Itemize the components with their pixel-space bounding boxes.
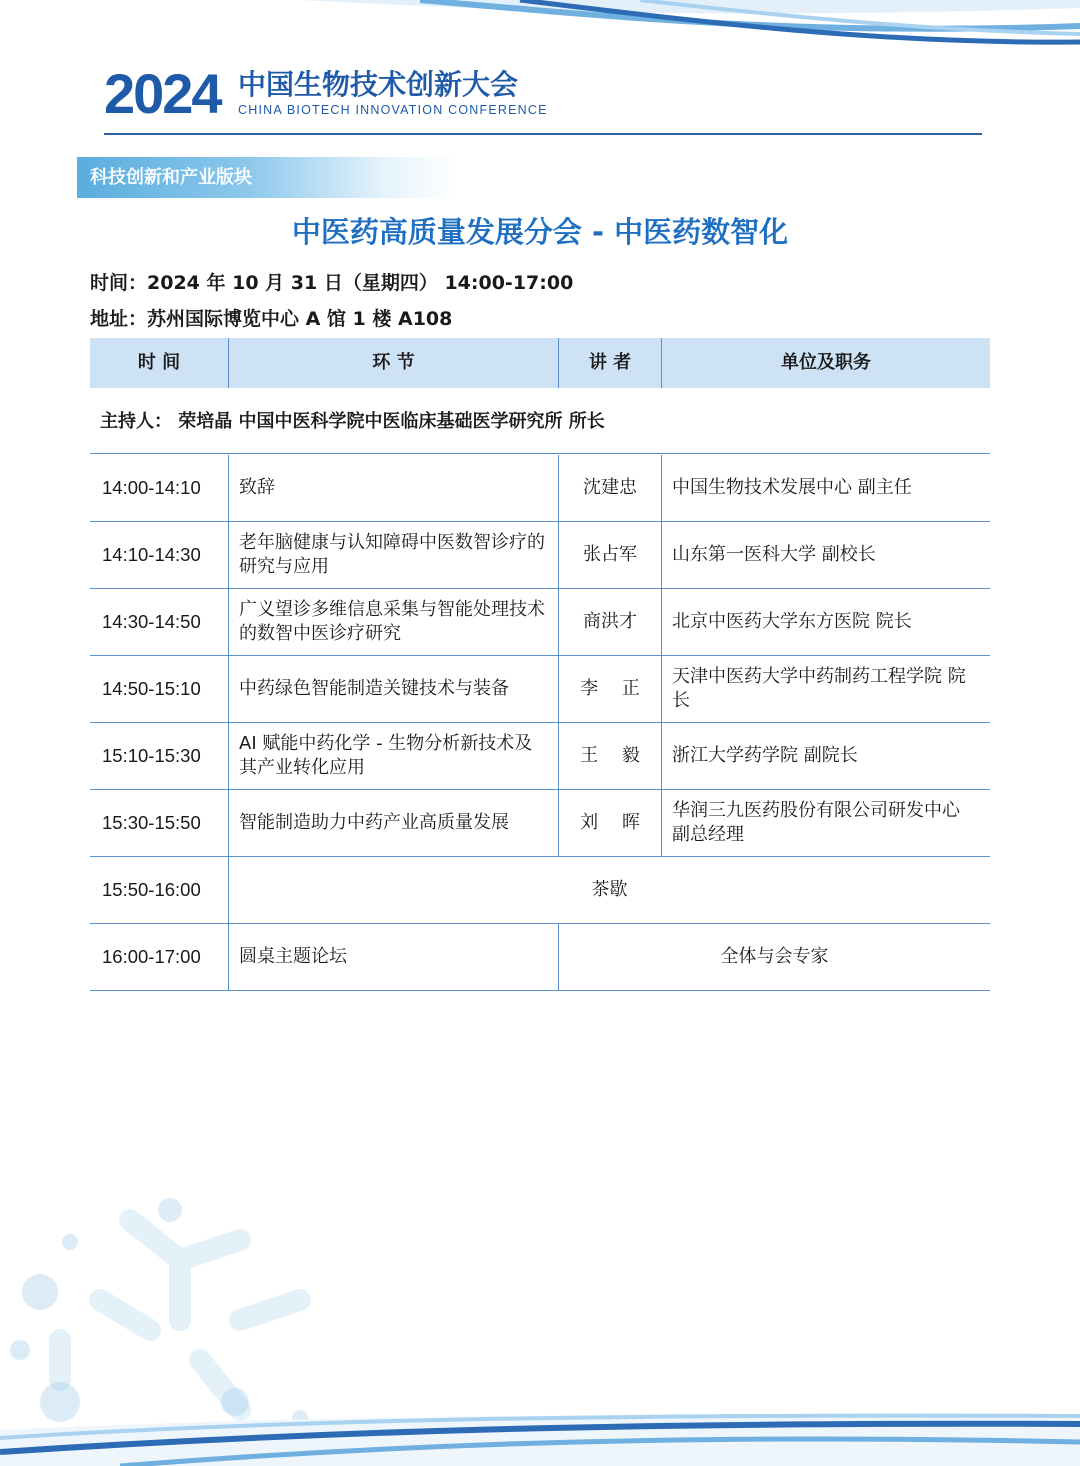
row-topic: AI 赋能中药化学 - 生物分析新技术及其产业转化应用 [229, 723, 559, 789]
table-row [90, 589, 990, 656]
row-topic: 智能制造助力中药产业高质量发展 [229, 790, 559, 856]
bottom-molecule-decoration [0, 1180, 1080, 1466]
header-divider [104, 133, 982, 135]
row-org: 天津中医药大学中药制药工程学院 院长 [672, 666, 966, 711]
header-time: 时 间 [90, 338, 229, 388]
table-row [90, 656, 990, 723]
row-speaker: 全体与会专家 [720, 946, 829, 967]
row-time: 14:00-14:10 [90, 455, 229, 521]
logo-year: 2024 [104, 62, 221, 125]
row-topic: 广义望诊多维信息采集与智能处理技术的数智中医诊疗研究 [229, 589, 559, 655]
logo-name-en: CHINA BIOTECH INNOVATION CONFERENCE [238, 103, 548, 117]
forum-row [90, 924, 990, 991]
row-org: 华润三九医药股份有限公司研发中心 副总经理 [672, 800, 960, 845]
agenda-table-header [90, 338, 990, 388]
table-row [90, 455, 990, 522]
row-time: 14:10-14:30 [90, 522, 229, 588]
row-topic: 致辞 [229, 455, 559, 521]
host-text: 主持人： 荣培晶 中国中医科学院中医临床基础医学研究所 所长 [100, 411, 605, 432]
row-org: 山东第一医科大学 副校长 [672, 544, 876, 565]
row-speaker: 沈建忠 [559, 455, 662, 521]
row-topic: 老年脑健康与认知障碍中医数智诊疗的研究与应用 [229, 522, 559, 588]
section-band [77, 157, 457, 198]
row-speaker: 李 正 [559, 656, 662, 722]
top-wave-decoration [0, 0, 1080, 60]
header-topic: 环 节 [229, 338, 559, 388]
table-row [90, 723, 990, 790]
header-org: 单位及职务 [781, 352, 871, 373]
session-address: 地址：苏州国际博览中心 A 馆 1 楼 A108 [90, 308, 453, 330]
row-speaker: 张占军 [559, 522, 662, 588]
row-time: 14:50-15:10 [90, 656, 229, 722]
table-row [90, 522, 990, 589]
row-org: 浙江大学药学院 副院长 [672, 745, 858, 766]
header-speaker: 讲 者 [559, 338, 662, 388]
row-time: 15:50-16:00 [90, 857, 229, 923]
session-time: 时间：2024 年 10 月 31 日（星期四） 14:00-17:00 [90, 272, 574, 294]
agenda-rows [90, 455, 990, 991]
row-time: 15:30-15:50 [90, 790, 229, 856]
session-title: 中医药高质量发展分会 - 中医药数智化 [291, 215, 789, 249]
break-row [90, 857, 990, 924]
row-speaker: 商洪才 [559, 589, 662, 655]
table-row [90, 790, 990, 857]
row-time: 16:00-17:00 [90, 924, 229, 990]
row-topic: 中药绿色智能制造关键技术与装备 [229, 656, 559, 722]
row-time: 15:10-15:30 [90, 723, 229, 789]
row-speaker: 王 毅 [559, 723, 662, 789]
row-topic: 圆桌主题论坛 [229, 924, 559, 990]
host-row [90, 390, 990, 454]
section-label: 科技创新和产业版块 [90, 167, 252, 188]
row-org: 北京中医药大学东方医院 院长 [672, 611, 912, 632]
row-time: 14:30-14:50 [90, 589, 229, 655]
row-speaker: 刘 晖 [559, 790, 662, 856]
break-label: 茶歇 [591, 879, 628, 900]
logo-name-cn: 中国生物技术创新大会 [238, 68, 519, 101]
row-org: 中国生物技术发展中心 副主任 [672, 477, 912, 498]
